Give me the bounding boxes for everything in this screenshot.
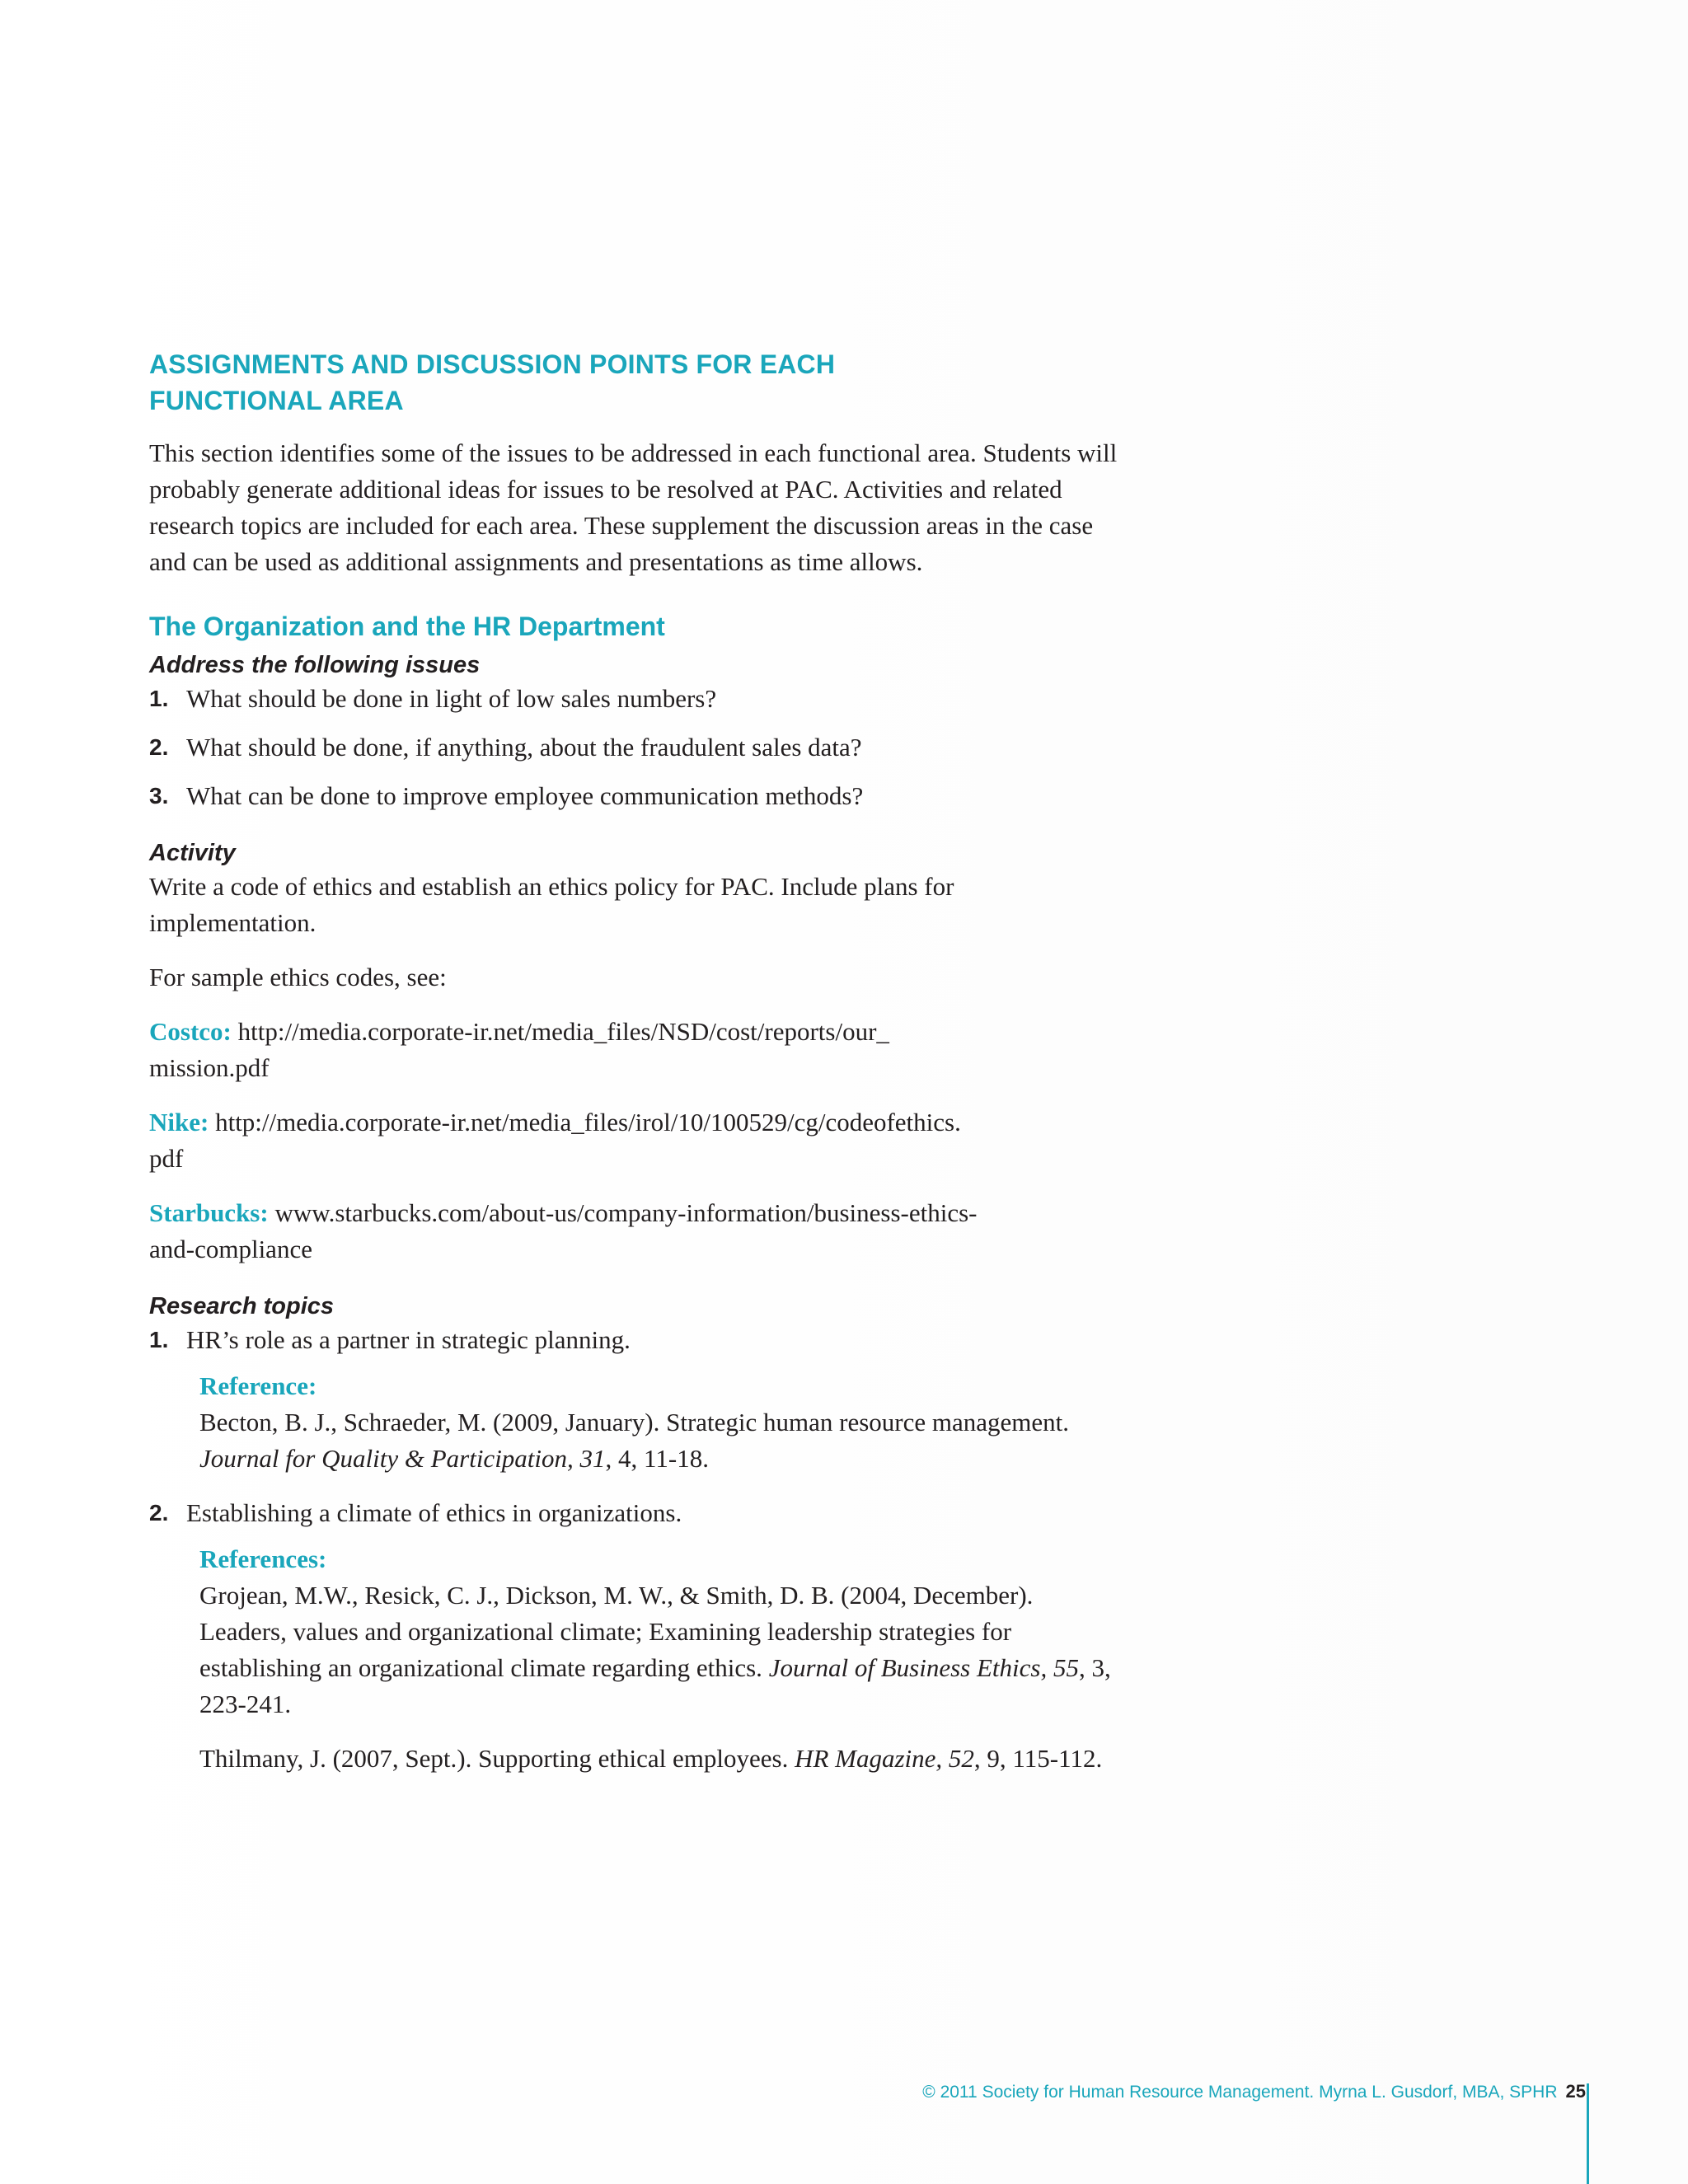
- reference-citation: [199, 1404, 1122, 1477]
- reference-heading: References:: [199, 1544, 327, 1573]
- citation-text: Thilmany, J. (2007, Sept.). Supporting ethical employees.: [199, 1744, 795, 1773]
- reference-block: [199, 1368, 1122, 1477]
- activity-heading: Activity: [149, 840, 236, 866]
- item-number: 1.: [149, 686, 169, 711]
- reference-heading: Reference:: [199, 1371, 317, 1400]
- citation-details: , 4, 11-18.: [605, 1444, 709, 1473]
- activity-text: Write a code of ethics and establish an ethics policy for PAC. Include plans for implementation.: [149, 872, 954, 937]
- sample-nike: [149, 1104, 1122, 1177]
- reference-citation: [199, 1741, 1122, 1777]
- sample-company-label: Nike:: [149, 1108, 209, 1137]
- sample-url-cont[interactable]: pdf: [149, 1144, 184, 1173]
- section-title: ASSIGNMENTS AND DISCUSSION POINTS FOR EACH FUNCTIONAL AREA: [149, 349, 836, 415]
- list-item: [149, 729, 1122, 766]
- citation-details: , 9, 115-112.: [973, 1744, 1103, 1773]
- page-number: 25: [1565, 2081, 1586, 2102]
- topic-text: HR’s role as a partner in strategic planning.: [186, 1325, 631, 1354]
- citation-journal: Journal for Quality & Participation, 31: [199, 1444, 606, 1473]
- sample-starbucks: [149, 1195, 1122, 1268]
- item-number: 3.: [149, 783, 169, 808]
- sample-url[interactable]: http://media.corporate-ir.net/media_files/irol/10/100529/cg/codeofethics.: [215, 1108, 961, 1137]
- research-heading: Research topics: [149, 1293, 335, 1319]
- intro-paragraph: This section identifies some of the issues to be addressed in each functional area. Students will probably generate additional ideas for issues to be resolved at PAC. Activities and related research topics are included for each area. These supplement the discussion areas in the case and can be used as additional assignments and presentations as time allows.: [149, 438, 1118, 576]
- reference-citation: [199, 1577, 1122, 1722]
- issues-heading: Address the following issues: [149, 652, 481, 678]
- research-topic: [149, 1322, 1122, 1358]
- topic-text: Establishing a climate of ethics in organizations.: [186, 1498, 682, 1527]
- reference-block: [199, 1541, 1122, 1777]
- sample-url-cont[interactable]: and-compliance: [149, 1235, 312, 1263]
- topic-number: 1.: [149, 1327, 169, 1352]
- page-footer: [922, 2079, 1586, 2106]
- samples-intro: For sample ethics codes, see:: [149, 963, 447, 991]
- sample-company-label: Costco:: [149, 1017, 232, 1046]
- sample-url[interactable]: www.starbucks.com/about-us/company-information/business-ethics-: [274, 1198, 978, 1227]
- item-number: 2.: [149, 734, 169, 760]
- sample-url[interactable]: http://media.corporate-ir.net/media_files/NSD/cost/reports/our_: [237, 1017, 889, 1046]
- item-text: What should be done, if anything, about the fraudulent sales data?: [186, 733, 862, 762]
- list-item: [149, 778, 1122, 814]
- sample-company-label: Starbucks:: [149, 1198, 269, 1227]
- footer-credit: © 2011 Society for Human Resource Management. Myrna L. Gusdorf, MBA, SPHR: [922, 2083, 1558, 2102]
- topic-number: 2.: [149, 1500, 169, 1526]
- page-content: [149, 346, 1122, 1795]
- footer-divider: [1587, 2083, 1589, 2184]
- citation-text: Becton, B. J., Schraeder, M. (2009, January). Strategic human resource management.: [199, 1408, 1070, 1436]
- citation-text: Grojean, M.W., Resick, C. J., Dickson, M. W., & Smith, D. B. (2004, December). Leaders, values and organizational climate; Examining leadership strategies for establishing an organizational climate regarding ethics.: [199, 1581, 1034, 1682]
- item-text: What should be done in light of low sales numbers?: [186, 684, 717, 713]
- citation-journal: HR Magazine, 52: [795, 1744, 974, 1773]
- list-item: [149, 681, 1122, 717]
- item-text: What can be done to improve employee communication methods?: [186, 781, 864, 810]
- research-topic: [149, 1495, 1122, 1531]
- subsection-title: The Organization and the HR Department: [149, 612, 665, 641]
- sample-url-cont[interactable]: mission.pdf: [149, 1053, 270, 1082]
- sample-costco: [149, 1014, 1122, 1086]
- citation-journal: Journal of Business Ethics, 55: [768, 1653, 1079, 1682]
- issues-list: [149, 681, 1122, 814]
- citation-details: , 3, 223-241.: [199, 1653, 1111, 1718]
